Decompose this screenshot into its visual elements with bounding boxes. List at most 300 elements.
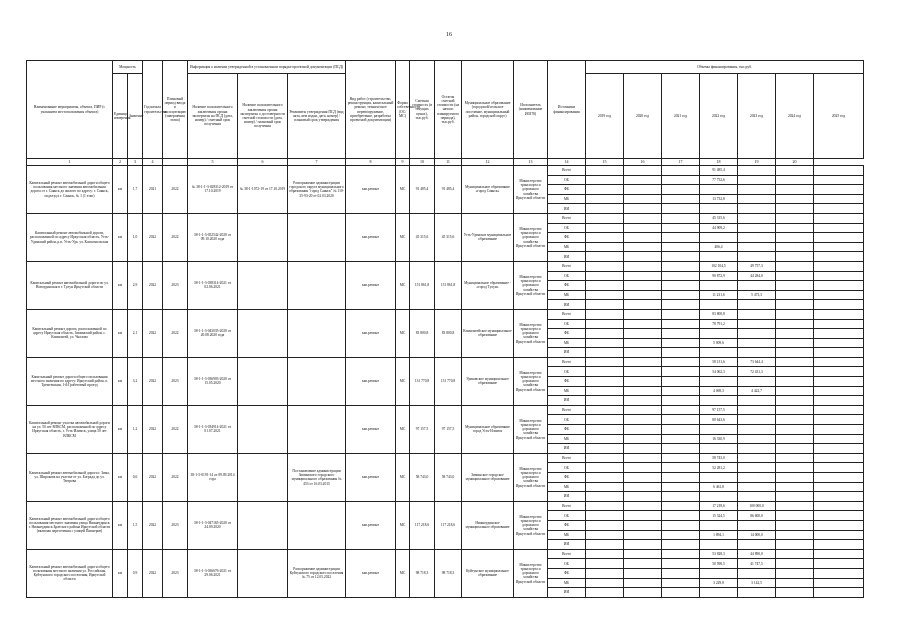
funding-cell — [776, 338, 814, 348]
funding-cell — [586, 559, 624, 569]
approval-details — [288, 309, 346, 357]
approval-details: Распоряжение администрации Куйтунского городского поселения № 75 от 12.05.2022 — [288, 549, 346, 597]
estimated-cost: 58 743,0 — [410, 453, 435, 501]
funding-2022-cell: 17 218,6 — [700, 501, 738, 511]
funding-2022-cell: 1 894,1 — [700, 530, 738, 540]
table-row — [27, 213, 864, 223]
funding-source-label: ИИ — [548, 396, 586, 406]
funding-source-label: ИИ — [548, 492, 586, 502]
estimated-cost: 131 770,8 — [410, 357, 435, 405]
funding-cell — [586, 482, 624, 492]
work-type: кап.ремонт — [346, 213, 396, 261]
planned-period: 2022 — [163, 213, 188, 261]
funding-cell — [662, 367, 700, 377]
funding-cell — [586, 166, 624, 176]
table-row — [27, 405, 864, 415]
funding-2023-cell — [738, 540, 776, 550]
funding-cell — [586, 377, 624, 387]
funding-source-label: ФБ — [548, 377, 586, 387]
funding-cell — [776, 405, 814, 415]
funding-2023-cell: 72 431,3 — [738, 367, 776, 377]
funding-2023-cell — [738, 425, 776, 435]
funding-source-label: ИИ — [548, 300, 586, 310]
funding-cell — [662, 319, 700, 329]
funding-cell — [586, 348, 624, 358]
funding-cell — [776, 242, 814, 252]
funding-source-label: ОБ — [548, 319, 586, 329]
funding-cell — [586, 463, 624, 473]
funding-cell — [776, 233, 814, 243]
column-number: 17 — [662, 159, 700, 166]
funding-cell — [776, 386, 814, 396]
funding-source-label: Всего — [548, 357, 586, 367]
funding-2023-cell: 44 284,0 — [738, 271, 776, 281]
capacity-value: 1,7 — [128, 166, 143, 214]
project-name: Капитальный ремонт дороги, расположенной по адресу Иркутская область, Зиминский район, с. Кимильтей, ул. Чкалова — [27, 309, 113, 357]
header-approval-doc: Реквизиты утверждения ПСД (вид акта, кем издан, дата, номер) / плановый срок утверждения — [288, 74, 346, 159]
table-row — [27, 549, 864, 559]
funding-2023-cell — [738, 377, 776, 387]
funding-cell — [586, 578, 624, 588]
funding-cell — [662, 415, 700, 425]
funding-cell — [814, 482, 864, 492]
funding-cell — [814, 319, 864, 329]
funding-source-label: ИИ — [548, 348, 586, 358]
municipality: Зиминское городское муниципальное образование — [462, 453, 514, 501]
executor: Министерство транспорта и дорожного хозяйства Иркутской области — [514, 453, 548, 501]
funding-cell — [662, 473, 700, 483]
project-name: Капитальный ремонт участка автомобильной дороги на ул. 50 лет ВЛКСМ, расположенной по адресу Иркутская область, г. Усть-Илимск, улица 50 лет ВЛКСМ — [27, 405, 113, 453]
funding-2023-cell — [738, 213, 776, 223]
funding-cell — [776, 540, 814, 550]
funding-source-label: ОБ — [548, 463, 586, 473]
funding-cell — [814, 425, 864, 435]
expertise-conclusion: 38-1-1-3-038314-2021 от 02.06.2021 — [188, 261, 238, 309]
funding-cell — [586, 425, 624, 435]
funding-source-label: ИИ — [548, 540, 586, 550]
capacity-unit: км — [113, 453, 128, 501]
funding-cell — [776, 166, 814, 176]
funding-2023-cell — [738, 194, 776, 204]
funding-cell — [776, 204, 814, 214]
approval-details — [288, 405, 346, 453]
funding-2023-cell — [738, 434, 776, 444]
funding-cell — [624, 223, 662, 233]
capacity-unit: км — [113, 166, 128, 214]
funding-2023-cell — [738, 405, 776, 415]
funding-cell — [662, 309, 700, 319]
price-check-conclusion — [238, 261, 288, 309]
funding-source-label: ИИ — [548, 204, 586, 214]
header-has-price-check: Наличие положительного заключения органа экспертизы о достоверности сметной стоимости (дата, номер) / плановый срок получения — [238, 74, 288, 159]
funding-cell — [624, 415, 662, 425]
capacity-value: 2,1 — [128, 309, 143, 357]
capacity-value: 1,2 — [128, 405, 143, 453]
funding-cell — [624, 309, 662, 319]
price-check-conclusion — [238, 453, 288, 501]
funding-cell — [814, 357, 864, 367]
header-value: Значение — [128, 74, 143, 159]
expertise-conclusion: 38-1-1-3-034914-2021 от 01.07.2021 — [188, 405, 238, 453]
planned-period: 2023 — [163, 357, 188, 405]
funding-cell — [776, 252, 814, 262]
funding-2023-cell: 41 747,5 — [738, 559, 776, 569]
funding-source-label: МБ — [548, 386, 586, 396]
estimated-cost: 98 718,3 — [410, 549, 435, 597]
funding-2022-cell: 78 791,2 — [700, 319, 738, 329]
funding-cell — [624, 233, 662, 243]
funding-cell — [814, 185, 864, 195]
funding-cell — [814, 415, 864, 425]
column-number: 12 — [462, 159, 514, 166]
executor: Министерство транспорта и дорожного хозяйства Иркутской области — [514, 261, 548, 309]
funding-cell — [662, 377, 700, 387]
column-number: 8 — [346, 159, 396, 166]
municipality: Уриковское муниципальное образование — [462, 357, 514, 405]
funding-2022-cell — [700, 540, 738, 550]
expertise-conclusion: 38-1-1-3-043035-2020 от 20.08.2020 года — [188, 309, 238, 357]
header-budget-form: Форма собственности (ОС/МС) — [396, 61, 410, 159]
funding-cell — [624, 453, 662, 463]
funding-2023-cell: 5 473,3 — [738, 290, 776, 300]
funding-2023-cell — [738, 309, 776, 319]
column-number: 14 — [548, 159, 586, 166]
budget-form: МС — [396, 261, 410, 309]
remaining-cost: 45 315,6 — [435, 213, 462, 261]
expertise-conclusion: 38-1-5-0191-14 от 09.09.2014 года — [188, 453, 238, 501]
funding-cell — [776, 223, 814, 233]
funding-2022-cell — [700, 281, 738, 291]
funding-cell — [586, 568, 624, 578]
funding-cell — [814, 223, 864, 233]
funding-cell — [624, 290, 662, 300]
funding-cell — [624, 166, 662, 176]
capacity-value: 1,5 — [128, 501, 143, 549]
funding-cell — [662, 434, 700, 444]
funding-source-label: Всего — [548, 549, 586, 559]
funding-cell — [662, 338, 700, 348]
funding-cell — [776, 367, 814, 377]
funding-2022-cell: 83 800,8 — [700, 309, 738, 319]
funding-cell — [776, 588, 814, 598]
header-year: 2024 год — [776, 74, 814, 159]
funding-cell — [624, 463, 662, 473]
price-check-conclusion — [238, 549, 288, 597]
funding-2022-cell — [700, 473, 738, 483]
funding-cell — [814, 166, 864, 176]
funding-cell — [586, 434, 624, 444]
funding-cell — [662, 588, 700, 598]
funding-cell — [624, 213, 662, 223]
funding-cell — [814, 453, 864, 463]
funding-2023-cell — [738, 520, 776, 530]
funding-cell — [586, 520, 624, 530]
funding-2023-cell — [738, 482, 776, 492]
funding-source-label: ФБ — [548, 329, 586, 339]
funding-cell — [662, 530, 700, 540]
funding-cell — [624, 319, 662, 329]
funding-cell — [586, 444, 624, 454]
start-year: 2022 — [143, 453, 163, 501]
funding-cell — [662, 386, 700, 396]
funding-cell — [586, 386, 624, 396]
funding-cell — [814, 559, 864, 569]
work-type: кап.ремонт — [346, 549, 396, 597]
funding-cell — [624, 434, 662, 444]
funding-cell — [776, 396, 814, 406]
funding-2022-cell — [700, 329, 738, 339]
remaining-cost: 91 485,4 — [435, 166, 462, 214]
funding-cell — [624, 492, 662, 502]
column-number: 13 — [514, 159, 548, 166]
funding-cell — [776, 559, 814, 569]
funding-2023-cell — [738, 204, 776, 214]
funding-2023-cell: 14 000,0 — [738, 530, 776, 540]
funding-cell — [586, 300, 624, 310]
funding-2022-cell — [700, 396, 738, 406]
funding-source-label: Всего — [548, 166, 586, 176]
funding-cell — [662, 185, 700, 195]
funding-source-label: ОБ — [548, 271, 586, 281]
funding-cell — [814, 300, 864, 310]
executor: Министерство транспорта и дорожного хозяйства Иркутской области — [514, 309, 548, 357]
funding-cell — [586, 204, 624, 214]
funding-2022-cell: 90 872,9 — [700, 271, 738, 281]
funding-source-label: МБ — [548, 578, 586, 588]
funding-cell — [814, 549, 864, 559]
capacity-unit: км — [113, 213, 128, 261]
funding-2023-cell: 73 644,4 — [738, 357, 776, 367]
start-year: 2022 — [143, 501, 163, 549]
planned-period: 2022 — [163, 309, 188, 357]
work-type: кап.ремонт — [346, 501, 396, 549]
funding-source-label: ОБ — [548, 559, 586, 569]
funding-cell — [776, 444, 814, 454]
funding-cell — [624, 252, 662, 262]
project-name: Капитальный ремонт автомобильной дороги по ул. Новоудинская в г. Тулун Иркутской области — [27, 261, 113, 309]
funding-2023-cell — [738, 185, 776, 195]
municipality: Муниципальное образование город Усть-Илимск — [462, 405, 514, 453]
funding-cell — [662, 568, 700, 578]
municipality: Нижнеудинское муниципальное образование — [462, 501, 514, 549]
funding-cell — [624, 473, 662, 483]
funding-2022-cell — [700, 520, 738, 530]
budget-form: МС — [396, 549, 410, 597]
header-year: 2019 год — [586, 74, 624, 159]
column-number: 9 — [396, 159, 410, 166]
funding-cell — [662, 204, 700, 214]
funding-cell — [624, 185, 662, 195]
funding-source-label: ОБ — [548, 223, 586, 233]
funding-cell — [814, 213, 864, 223]
funding-cell — [662, 578, 700, 588]
approval-details — [288, 501, 346, 549]
funding-source-label: ОБ — [548, 367, 586, 377]
estimated-cost: 45 315,6 — [410, 213, 435, 261]
funding-cell — [624, 329, 662, 339]
funding-cell — [624, 386, 662, 396]
funding-cell — [814, 281, 864, 291]
funding-cell — [776, 482, 814, 492]
funding-cell — [814, 568, 864, 578]
funding-cell — [776, 213, 814, 223]
funding-2022-cell: 44 909,2 — [700, 223, 738, 233]
funding-cell — [814, 578, 864, 588]
funding-cell — [624, 338, 662, 348]
funding-cell — [662, 520, 700, 530]
funding-cell — [814, 233, 864, 243]
executor: Министерство транспорта и дорожного хозяйства Иркутской области — [514, 357, 548, 405]
table-row — [27, 357, 864, 367]
funding-cell — [586, 261, 624, 271]
header-planned-period: Плановый период ввода в эксплуатацию (завершения этапа) — [163, 61, 188, 159]
funding-2022-cell: 91 485,4 — [700, 166, 738, 176]
funding-2023-cell — [738, 463, 776, 473]
funding-2023-cell — [738, 252, 776, 262]
funding-source-label: ФБ — [548, 425, 586, 435]
funding-cell — [624, 281, 662, 291]
budget-form: МС — [396, 453, 410, 501]
estimated-cost: 97 157,5 — [410, 405, 435, 453]
funding-cell — [586, 290, 624, 300]
projects-table — [26, 60, 864, 598]
funding-cell — [624, 444, 662, 454]
funding-2022-cell: 50 598,5 — [700, 559, 738, 569]
table-header — [27, 61, 864, 166]
funding-cell — [586, 194, 624, 204]
header-year: 2022 год — [700, 74, 738, 159]
funding-cell — [776, 175, 814, 185]
expertise-conclusion: № 38-1-1-3-028312-2019 от 17.10.2019 — [188, 166, 238, 214]
funding-cell — [586, 213, 624, 223]
funding-cell — [776, 511, 814, 521]
funding-cell — [776, 300, 814, 310]
funding-2023-cell — [738, 453, 776, 463]
header-year: 2021 год — [662, 74, 700, 159]
executor: Министерство транспорта и дорожного хозяйства Иркутской области — [514, 549, 548, 597]
funding-2022-cell: 80 643,6 — [700, 415, 738, 425]
funding-cell — [662, 300, 700, 310]
funding-cell — [662, 233, 700, 243]
funding-2023-cell — [738, 348, 776, 358]
funding-source-label: ИИ — [548, 252, 586, 262]
funding-cell — [662, 453, 700, 463]
funding-cell — [662, 166, 700, 176]
funding-2023-cell — [738, 223, 776, 233]
budget-form: МС — [396, 166, 410, 214]
column-number: 20 — [776, 159, 814, 166]
start-year: 2022 — [143, 405, 163, 453]
funding-cell — [662, 405, 700, 415]
funding-cell — [814, 290, 864, 300]
funding-cell — [776, 261, 814, 271]
funding-cell — [624, 501, 662, 511]
funding-cell — [776, 309, 814, 319]
funding-2022-cell: 97 157,5 — [700, 405, 738, 415]
funding-2022-cell: 6 461,8 — [700, 482, 738, 492]
funding-cell — [662, 444, 700, 454]
funding-cell — [814, 511, 864, 521]
capacity-unit: км — [113, 357, 128, 405]
funding-cell — [586, 271, 624, 281]
funding-2022-cell: 102 104,5 — [700, 261, 738, 271]
funding-cell — [776, 578, 814, 588]
funding-cell — [662, 194, 700, 204]
column-number: 3 — [128, 159, 143, 166]
start-year: 2022 — [143, 261, 163, 309]
funding-cell — [586, 501, 624, 511]
header-unit: Единица измерения — [113, 74, 128, 159]
funding-source-label: Всего — [548, 261, 586, 271]
funding-cell — [586, 549, 624, 559]
funding-cell — [624, 377, 662, 387]
funding-cell — [624, 405, 662, 415]
column-number: 19 — [738, 159, 776, 166]
work-type: кап.ремонт — [346, 166, 396, 214]
funding-cell — [586, 233, 624, 243]
funding-2023-cell: 3 142,5 — [738, 578, 776, 588]
funding-cell — [662, 213, 700, 223]
page-number: 16 — [446, 32, 452, 38]
funding-cell — [814, 444, 864, 454]
price-check-conclusion: № 38-1-1072-19 от 17.10.2019 — [238, 166, 288, 214]
column-number — [163, 159, 188, 166]
funding-cell — [662, 549, 700, 559]
column-number: 7 — [288, 159, 346, 166]
funding-cell — [624, 357, 662, 367]
price-check-conclusion — [238, 309, 288, 357]
planned-period: 2022 — [163, 166, 188, 214]
funding-cell — [624, 568, 662, 578]
funding-cell — [624, 271, 662, 281]
estimated-cost: 83 800,8 — [410, 309, 435, 357]
start-year: 2022 — [143, 309, 163, 357]
funding-cell — [624, 578, 662, 588]
funding-2022-cell: 16 330,9 — [700, 434, 738, 444]
expertise-conclusion: 38-1-1-3-052542-2020 от 09.10.2020 года — [188, 213, 238, 261]
price-check-conclusion — [238, 501, 288, 549]
funding-cell — [662, 482, 700, 492]
planned-period: 2023 — [163, 261, 188, 309]
funding-2022-cell: 15 324,5 — [700, 511, 738, 521]
funding-2022-cell — [700, 204, 738, 214]
funding-cell — [776, 453, 814, 463]
price-check-conclusion — [238, 405, 288, 453]
funding-cell — [662, 271, 700, 281]
remaining-cost: 131 770,8 — [435, 357, 462, 405]
funding-2022-cell — [700, 377, 738, 387]
funding-source-label: Всего — [548, 501, 586, 511]
funding-source-label: ФБ — [548, 281, 586, 291]
funding-2023-cell: 44 890,0 — [738, 549, 776, 559]
expertise-conclusion: 38-1-1-3-036903-2020 от 15.05.2020 — [188, 357, 238, 405]
funding-cell — [662, 348, 700, 358]
funding-2022-cell: 13 732,8 — [700, 194, 738, 204]
remaining-cost: 117 218,6 — [435, 501, 462, 549]
funding-cell — [776, 377, 814, 387]
work-type: кап.ремонт — [346, 357, 396, 405]
header-municipality: Муниципальное образование (городской/сельское поселение, муниципальный район, городской округ) — [462, 61, 514, 159]
funding-source-label: МБ — [548, 242, 586, 252]
funding-2022-cell — [700, 492, 738, 502]
remaining-cost: 151 861,8 — [435, 261, 462, 309]
funding-cell — [814, 492, 864, 502]
funding-cell — [586, 453, 624, 463]
funding-cell — [814, 204, 864, 214]
funding-cell — [586, 223, 624, 233]
funding-2023-cell — [738, 396, 776, 406]
approval-details — [288, 261, 346, 309]
